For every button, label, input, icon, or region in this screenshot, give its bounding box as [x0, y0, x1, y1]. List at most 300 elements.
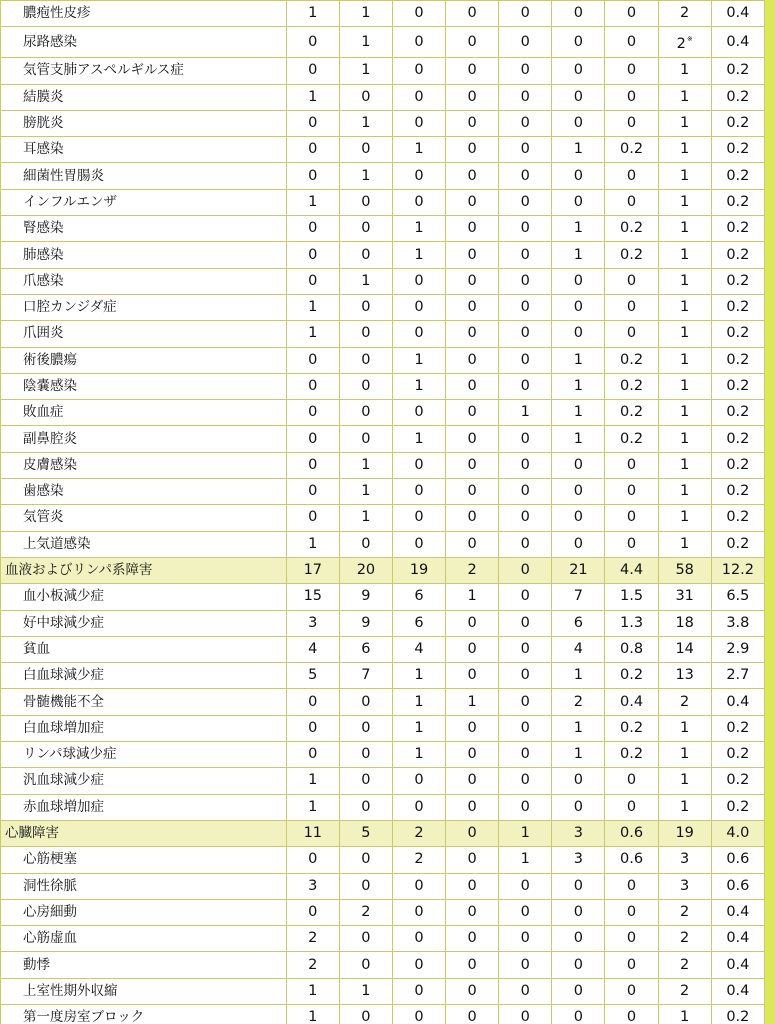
value-text: 0	[467, 667, 477, 684]
value-text: 0	[520, 5, 530, 22]
value-text: 0	[573, 88, 584, 105]
value-text: 0	[467, 378, 477, 394]
value-cell	[392, 268, 445, 294]
value-text: 0	[467, 614, 477, 631]
value-cell	[392, 873, 445, 899]
value-text: 0	[626, 772, 637, 789]
value-text: 0.2	[726, 430, 750, 447]
value-text: 6	[573, 614, 584, 631]
value-text: 0	[361, 535, 371, 552]
value-text: 1	[680, 141, 690, 158]
event-name-cell: 敗血症	[1, 400, 287, 426]
value-text: 0	[361, 772, 371, 789]
value-cell	[605, 926, 658, 952]
value-cell	[499, 978, 552, 1004]
value-cell	[339, 794, 392, 820]
value-cell	[552, 452, 605, 478]
value-cell	[446, 873, 499, 899]
event-name-cell: 上室性期外収縮	[1, 978, 287, 1004]
value-text: 0	[626, 930, 637, 947]
value-text: 0	[520, 509, 530, 526]
value-cell	[392, 84, 445, 110]
value-cell	[552, 742, 605, 768]
value-text: 0	[573, 272, 584, 289]
value-text: 0	[573, 62, 584, 79]
value-cell	[605, 110, 658, 136]
value-text: 0.4	[726, 693, 750, 710]
value-text: 0	[520, 220, 530, 237]
value-cell	[499, 820, 552, 846]
value-text: 1	[680, 193, 690, 210]
value-cell	[392, 978, 445, 1004]
value-text: 0	[520, 141, 530, 158]
table-row	[1, 137, 765, 163]
page-edge-bar	[765, 0, 775, 1024]
value-cell	[658, 689, 711, 715]
value-text: 0.2	[726, 220, 750, 237]
value-cell	[552, 689, 605, 715]
value-text: 0	[414, 88, 424, 105]
table-row	[1, 110, 765, 136]
value-text: 0.2	[726, 351, 750, 368]
value-cell	[339, 742, 392, 768]
value-cell	[286, 27, 339, 58]
value-text: 0	[626, 877, 637, 894]
value-cell	[446, 505, 499, 531]
value-cell	[499, 1, 552, 27]
event-name-cell: 細菌性胃腸炎	[1, 163, 287, 189]
value-text: 0	[520, 193, 530, 210]
value-text: 1	[680, 272, 690, 289]
value-text: 0	[361, 299, 371, 316]
value-cell	[286, 163, 339, 189]
value-text: 0	[520, 33, 530, 50]
value-cell	[658, 426, 711, 452]
value-text: 1	[414, 141, 424, 158]
table-body	[1, 1, 765, 1024]
value-cell	[446, 27, 499, 58]
value-cell	[286, 663, 339, 689]
value-cell	[339, 531, 392, 557]
value-text: 1	[308, 88, 318, 105]
value-cell	[286, 794, 339, 820]
value-text: 0	[361, 351, 371, 368]
value-cell	[711, 505, 764, 531]
value-text: 0	[308, 220, 318, 237]
event-name-cell: 陰嚢感染	[1, 373, 287, 399]
value-cell	[605, 768, 658, 794]
value-text: 0.2	[726, 167, 750, 184]
value-cell	[658, 58, 711, 84]
value-cell	[392, 110, 445, 136]
value-cell	[605, 978, 658, 1004]
value-text: 2	[680, 930, 690, 947]
value-text: 3	[573, 851, 584, 868]
value-text: 0	[467, 509, 477, 526]
value-cell	[552, 768, 605, 794]
value-cell	[392, 610, 445, 636]
value-text: 19	[675, 825, 694, 842]
value-cell	[658, 294, 711, 320]
value-cell	[552, 373, 605, 399]
value-text: 20	[356, 562, 376, 579]
value-text: 1	[680, 535, 690, 552]
value-cell	[339, 952, 392, 978]
table-row	[1, 952, 765, 978]
table-row	[1, 663, 765, 689]
value-text: 0.6	[620, 851, 644, 868]
value-text: 1	[361, 33, 371, 50]
value-cell	[446, 899, 499, 925]
event-name-cell: 白血球減少症	[1, 663, 287, 689]
value-cell	[286, 321, 339, 347]
value-text: 0	[308, 430, 318, 447]
value-text: 0	[520, 299, 530, 316]
value-cell	[711, 610, 764, 636]
value-cell	[339, 715, 392, 741]
value-text: 4	[573, 640, 584, 657]
value-cell	[499, 110, 552, 136]
value-text: 0	[467, 141, 477, 158]
value-text: 0	[520, 115, 530, 132]
value-text: 1	[361, 272, 371, 289]
value-text: 0	[308, 693, 318, 710]
value-text: 0.2	[726, 88, 750, 105]
value-text: 58	[675, 562, 694, 579]
value-text: 0.8	[620, 640, 644, 657]
value-cell	[392, 663, 445, 689]
value-text: 0.2	[620, 220, 644, 237]
value-cell	[286, 110, 339, 136]
value-cell	[711, 742, 764, 768]
value-text: 2	[680, 693, 690, 710]
value-text: 0	[308, 378, 318, 394]
event-name-cell: 口腔カンジダ症	[1, 294, 287, 320]
value-text: 0.2	[726, 772, 750, 789]
value-text: 1	[680, 1009, 690, 1024]
value-cell	[392, 689, 445, 715]
value-cell	[286, 452, 339, 478]
table-row	[1, 768, 765, 794]
value-cell	[552, 715, 605, 741]
table-row	[1, 294, 765, 320]
value-text: 0	[467, 299, 477, 316]
value-text: 0	[467, 483, 477, 500]
value-text: 2	[680, 903, 690, 920]
value-cell	[392, 584, 445, 610]
table-row	[1, 794, 765, 820]
value-cell	[392, 27, 445, 58]
value-cell	[605, 847, 658, 873]
value-text: 0	[308, 141, 318, 158]
value-cell	[286, 58, 339, 84]
value-text: 1	[361, 982, 371, 999]
value-text: 1	[573, 430, 584, 447]
value-text: 0	[520, 325, 530, 342]
value-cell	[392, 715, 445, 741]
value-cell	[658, 557, 711, 583]
value-text: 0	[308, 746, 318, 763]
value-cell	[605, 321, 658, 347]
event-name-cell: 皮膚感染	[1, 452, 287, 478]
value-text: 1	[680, 456, 690, 473]
value-text: 1	[467, 588, 477, 605]
value-cell	[339, 400, 392, 426]
value-cell	[605, 952, 658, 978]
value-cell	[658, 584, 711, 610]
value-cell	[605, 689, 658, 715]
table-row	[1, 27, 765, 58]
value-text: 0	[573, 956, 584, 973]
value-cell	[339, 899, 392, 925]
value-cell	[286, 636, 339, 662]
value-cell	[392, 505, 445, 531]
value-text: 0	[520, 667, 530, 684]
value-cell	[286, 820, 339, 846]
value-cell	[658, 163, 711, 189]
value-cell	[658, 899, 711, 925]
value-cell	[339, 689, 392, 715]
value-cell	[711, 715, 764, 741]
value-cell	[286, 1004, 339, 1024]
value-cell	[605, 189, 658, 215]
value-cell	[446, 768, 499, 794]
value-text: 0	[467, 404, 477, 421]
value-text: 2	[680, 956, 690, 973]
value-text: 17	[303, 562, 323, 579]
value-text: 0	[520, 956, 530, 973]
value-cell	[605, 27, 658, 58]
value-text: 0	[361, 746, 371, 763]
value-cell	[499, 952, 552, 978]
value-text: 0.2	[726, 535, 750, 552]
value-cell	[711, 584, 764, 610]
event-name-cell: 膀胱炎	[1, 110, 287, 136]
value-text: 15	[303, 588, 323, 605]
value-cell	[552, 110, 605, 136]
event-name-cell: 気管炎	[1, 505, 287, 531]
value-cell	[339, 110, 392, 136]
value-cell	[658, 636, 711, 662]
value-cell	[392, 242, 445, 268]
value-cell	[605, 1004, 658, 1024]
value-text: 18	[675, 614, 694, 631]
value-text: 2.7	[726, 667, 750, 684]
value-cell	[552, 426, 605, 452]
value-text: 4.0	[726, 825, 750, 842]
value-cell	[339, 242, 392, 268]
value-text: 0.2	[726, 483, 750, 500]
table-row	[1, 926, 765, 952]
value-text: 1	[680, 719, 690, 736]
value-cell	[658, 479, 711, 505]
value-text: 0	[520, 351, 530, 368]
value-cell	[286, 347, 339, 373]
value-text: 1	[308, 772, 318, 789]
value-cell	[446, 820, 499, 846]
value-text: 0	[308, 33, 318, 50]
value-cell	[286, 505, 339, 531]
value-text: 1	[414, 378, 424, 394]
value-cell	[286, 531, 339, 557]
value-cell	[658, 137, 711, 163]
value-cell	[552, 584, 605, 610]
value-text: 1	[414, 719, 424, 736]
value-cell	[339, 768, 392, 794]
value-cell	[658, 847, 711, 873]
category-row	[1, 557, 765, 583]
value-cell	[605, 663, 658, 689]
value-text: 0	[467, 33, 477, 50]
event-name-cell: 副鼻腔炎	[1, 426, 287, 452]
event-name-cell: 動悸	[1, 952, 287, 978]
value-cell	[446, 400, 499, 426]
value-text: 0	[467, 825, 477, 842]
value-cell	[552, 321, 605, 347]
value-cell	[392, 426, 445, 452]
value-cell	[339, 505, 392, 531]
value-cell	[339, 84, 392, 110]
value-text: 0	[414, 456, 424, 473]
value-cell	[446, 689, 499, 715]
value-text: 1	[308, 299, 318, 316]
value-cell	[392, 742, 445, 768]
value-text: 2	[414, 851, 424, 868]
value-cell	[392, 820, 445, 846]
value-cell	[711, 27, 764, 58]
value-cell	[499, 531, 552, 557]
value-text: 0.6	[620, 825, 644, 842]
value-cell	[658, 400, 711, 426]
value-text: 2	[680, 982, 690, 999]
value-text: 1	[680, 378, 690, 394]
value-cell	[605, 715, 658, 741]
value-text: 2.9	[726, 640, 750, 657]
value-cell	[499, 557, 552, 583]
event-name-cell: 歯感染	[1, 479, 287, 505]
value-cell	[446, 426, 499, 452]
value-text: 0	[414, 798, 424, 815]
value-text: 1	[680, 430, 690, 447]
value-cell	[711, 636, 764, 662]
value-cell	[392, 557, 445, 583]
value-cell	[499, 715, 552, 741]
value-text: 0.4	[726, 982, 750, 999]
value-cell	[392, 216, 445, 242]
value-cell	[339, 137, 392, 163]
event-name-cell: 心臓障害	[1, 820, 287, 846]
value-cell	[711, 242, 764, 268]
table-row	[1, 189, 765, 215]
value-cell	[392, 1, 445, 27]
value-text: 0	[361, 246, 371, 263]
value-text: 0.2	[620, 404, 644, 421]
value-text: 0	[414, 115, 424, 132]
value-text: 1	[414, 430, 424, 447]
value-cell	[499, 742, 552, 768]
value-text: 0	[414, 877, 424, 894]
event-name-cell: リンパ球減少症	[1, 742, 287, 768]
value-text: 0	[626, 956, 637, 973]
value-text: 1	[680, 115, 690, 132]
value-cell	[552, 242, 605, 268]
value-cell	[499, 794, 552, 820]
value-text: 0	[626, 982, 637, 999]
value-cell	[658, 531, 711, 557]
value-text: 0	[573, 456, 584, 473]
value-cell	[499, 58, 552, 84]
value-cell	[499, 899, 552, 925]
value-cell	[286, 1, 339, 27]
value-text: 0	[626, 88, 637, 105]
value-cell	[339, 584, 392, 610]
event-name-cell: 血小板減少症	[1, 584, 287, 610]
value-text: 0	[414, 956, 424, 973]
value-text: 0.2	[726, 509, 750, 526]
value-text: 0	[520, 430, 530, 447]
value-text: 1	[680, 325, 690, 342]
value-cell	[711, 820, 764, 846]
value-text: 0	[414, 33, 424, 50]
value-text: 1	[414, 246, 424, 263]
value-text: 0	[308, 351, 318, 368]
event-name-cell: 結膜炎	[1, 84, 287, 110]
value-cell	[446, 84, 499, 110]
value-cell	[552, 216, 605, 242]
value-cell	[552, 27, 605, 58]
value-cell	[605, 584, 658, 610]
value-cell	[499, 84, 552, 110]
value-cell	[711, 1004, 764, 1024]
value-text: 0	[414, 509, 424, 526]
value-text: 19	[409, 562, 429, 579]
value-text: 1	[308, 325, 318, 342]
value-cell	[339, 268, 392, 294]
value-text: 1	[680, 351, 690, 368]
value-text: 0.2	[726, 325, 750, 342]
value-cell	[552, 663, 605, 689]
value-text: 0	[467, 930, 477, 947]
value-text: 1	[414, 746, 424, 763]
value-cell	[446, 110, 499, 136]
value-cell	[286, 373, 339, 399]
value-text: 0.2	[620, 378, 644, 394]
value-cell	[552, 899, 605, 925]
value-text: 0	[573, 1009, 584, 1024]
event-name-cell: 汎血球減少症	[1, 768, 287, 794]
value-cell	[605, 479, 658, 505]
value-text: 0	[626, 115, 637, 132]
value-cell	[446, 163, 499, 189]
value-cell	[499, 1004, 552, 1024]
value-cell	[446, 294, 499, 320]
event-name-cell: 心筋梗塞	[1, 847, 287, 873]
value-cell	[711, 557, 764, 583]
value-text: 0	[626, 193, 637, 210]
value-cell	[392, 479, 445, 505]
value-text: 0	[626, 798, 637, 815]
value-text: 4.4	[620, 562, 644, 579]
event-name-cell: 洞性徐脈	[1, 873, 287, 899]
value-text: 0	[361, 220, 371, 237]
value-text: 7	[573, 588, 584, 605]
value-text: 0.2	[726, 141, 750, 158]
value-cell	[711, 426, 764, 452]
value-text: 0	[573, 325, 584, 342]
value-cell	[392, 636, 445, 662]
value-text: 0	[520, 535, 530, 552]
value-text: 0	[361, 930, 371, 947]
